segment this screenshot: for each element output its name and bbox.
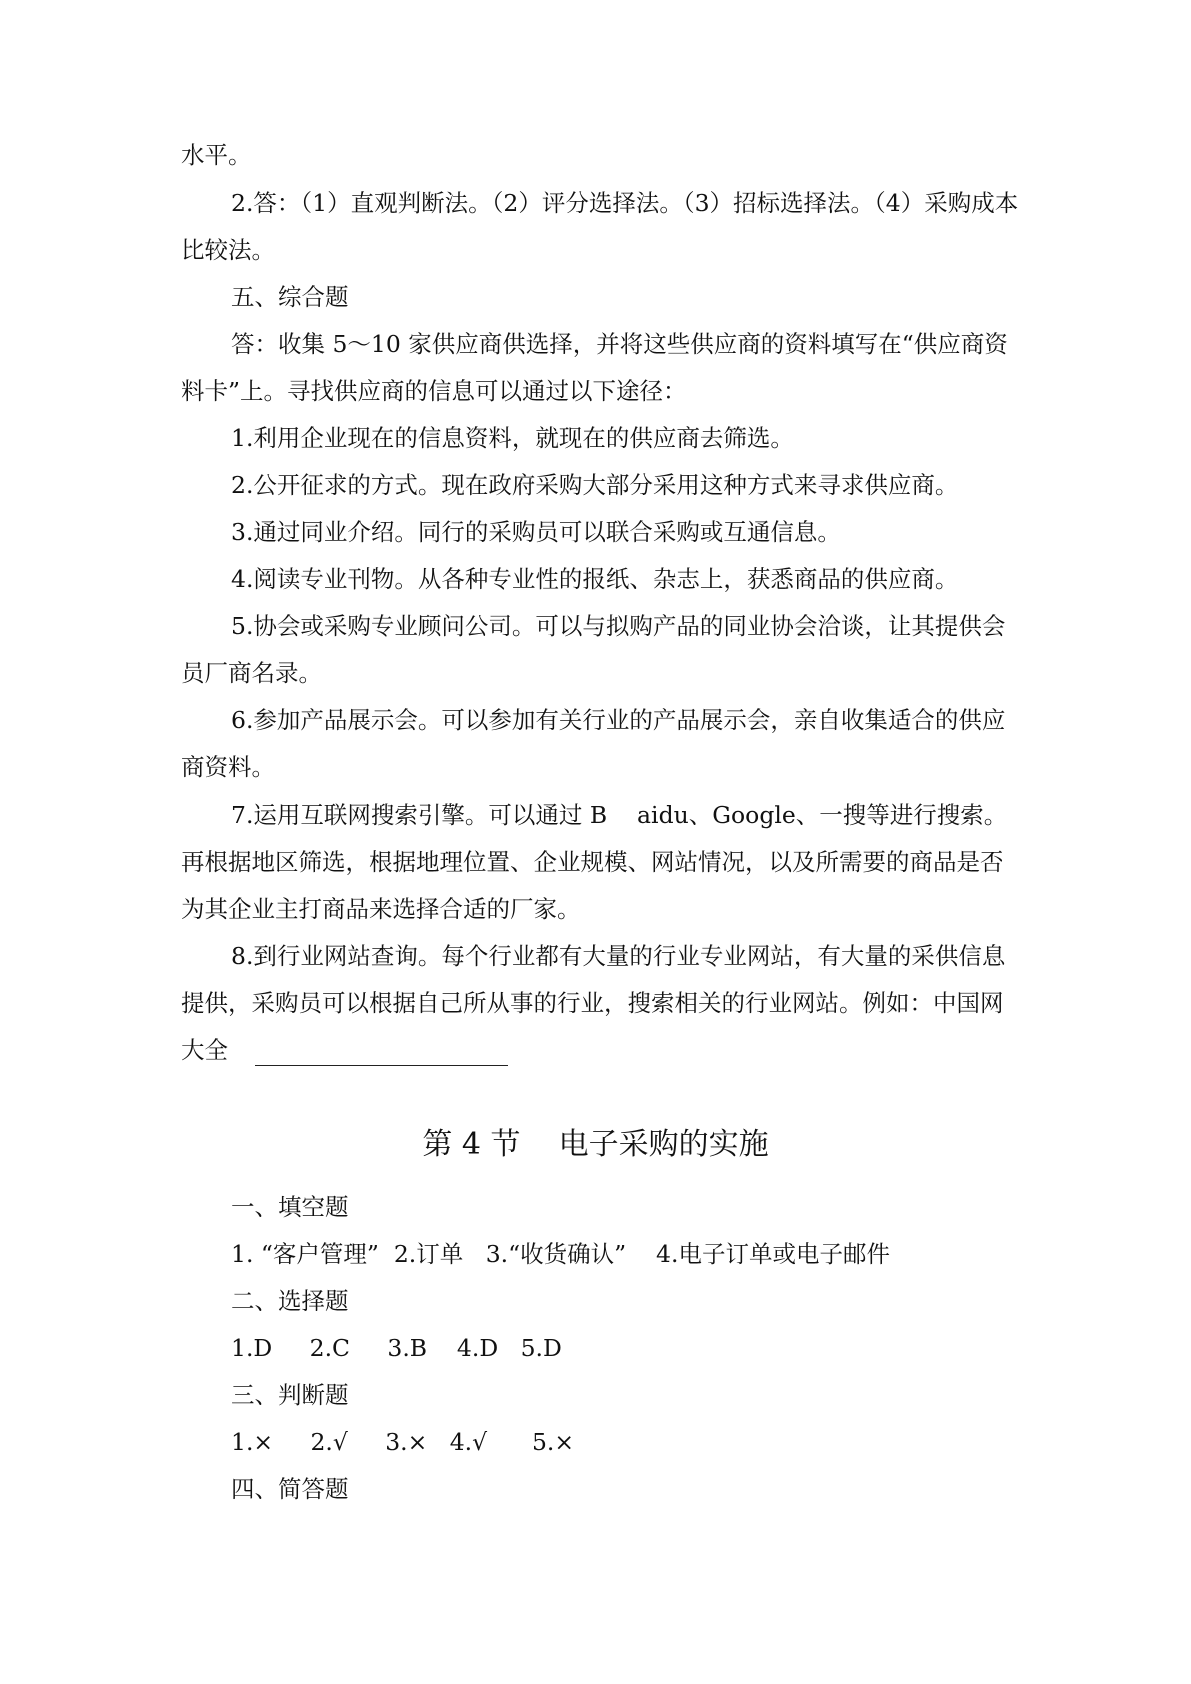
text-line: 提供，采购员可以根据自己所从事的行业，搜索相关的行业网站。例如：中国网 <box>181 989 1004 1017</box>
list-item: 7.运用互联网搜索引擎。可以通过 B aidu、Google、一搜等进行搜索。 <box>231 801 1008 829</box>
text-line: 答：收集 5～10 家供应商供选择，并将这些供应商的资料填写在“供应商资 <box>231 330 1008 358</box>
text-line: 为其企业主打商品来选择合适的厂家。 <box>181 895 581 923</box>
text-line: 员厂商名录。 <box>181 659 322 687</box>
section-heading: 三、判断题 <box>231 1381 349 1409</box>
text-line: 料卡”上。寻找供应商的信息可以通过以下途径： <box>181 377 687 405</box>
text-line: 商资料。 <box>181 753 275 781</box>
list-item: 2.公开征求的方式。现在政府采购大部分采用这种方式来寻求供应商。 <box>231 471 959 499</box>
section-heading: 五、综合题 <box>231 283 349 311</box>
section-heading: 一、填空题 <box>231 1193 349 1221</box>
section-title: 第 4 节 电子采购的实施 <box>422 1127 769 1162</box>
list-item: 1.利用企业现在的信息资料，就现在的供应商去筛选。 <box>231 424 794 452</box>
answer-line: 1.× 2.√ 3.× 4.√ 5.× <box>231 1428 575 1456</box>
list-item: 5.协会或采购专业顾问公司。可以与拟购产品的同业协会洽谈，让其提供会 <box>231 612 1006 640</box>
list-item: 6.参加产品展示会。可以参加有关行业的产品展示会，亲自收集适合的供应 <box>231 706 1006 734</box>
text-line: 2.答：（1）直观判断法。（2）评分选择法。（3）招标选择法。（4）采购成本 <box>231 189 1019 217</box>
section-heading: 四、简答题 <box>231 1475 349 1503</box>
text-line: 水平。 <box>181 141 252 169</box>
list-item: 8.到行业网站查询。每个行业都有大量的行业专业网站，有大量的采供信息 <box>231 942 1006 970</box>
text-line: 再根据地区筛选，根据地理位置、企业规模、网站情况，以及所需要的商品是否 <box>181 848 1004 876</box>
text-line: 大全 <box>181 1036 228 1064</box>
list-item: 4.阅读专业刊物。从各种专业性的报纸、杂志上，获悉商品的供应商。 <box>231 565 959 593</box>
answer-line: 1.D 2.C 3.B 4.D 5.D <box>231 1334 562 1362</box>
answer-line: 1. “客户管理” 2.订单 3.“收货确认” 4.电子订单或电子邮件 <box>231 1240 890 1268</box>
text-line: 比较法。 <box>181 236 275 264</box>
section-heading: 二、选择题 <box>231 1287 349 1315</box>
list-item: 3.通过同业介绍。同行的采购员可以联合采购或互通信息。 <box>231 518 841 546</box>
fill-in-blank-line <box>255 1065 508 1066</box>
